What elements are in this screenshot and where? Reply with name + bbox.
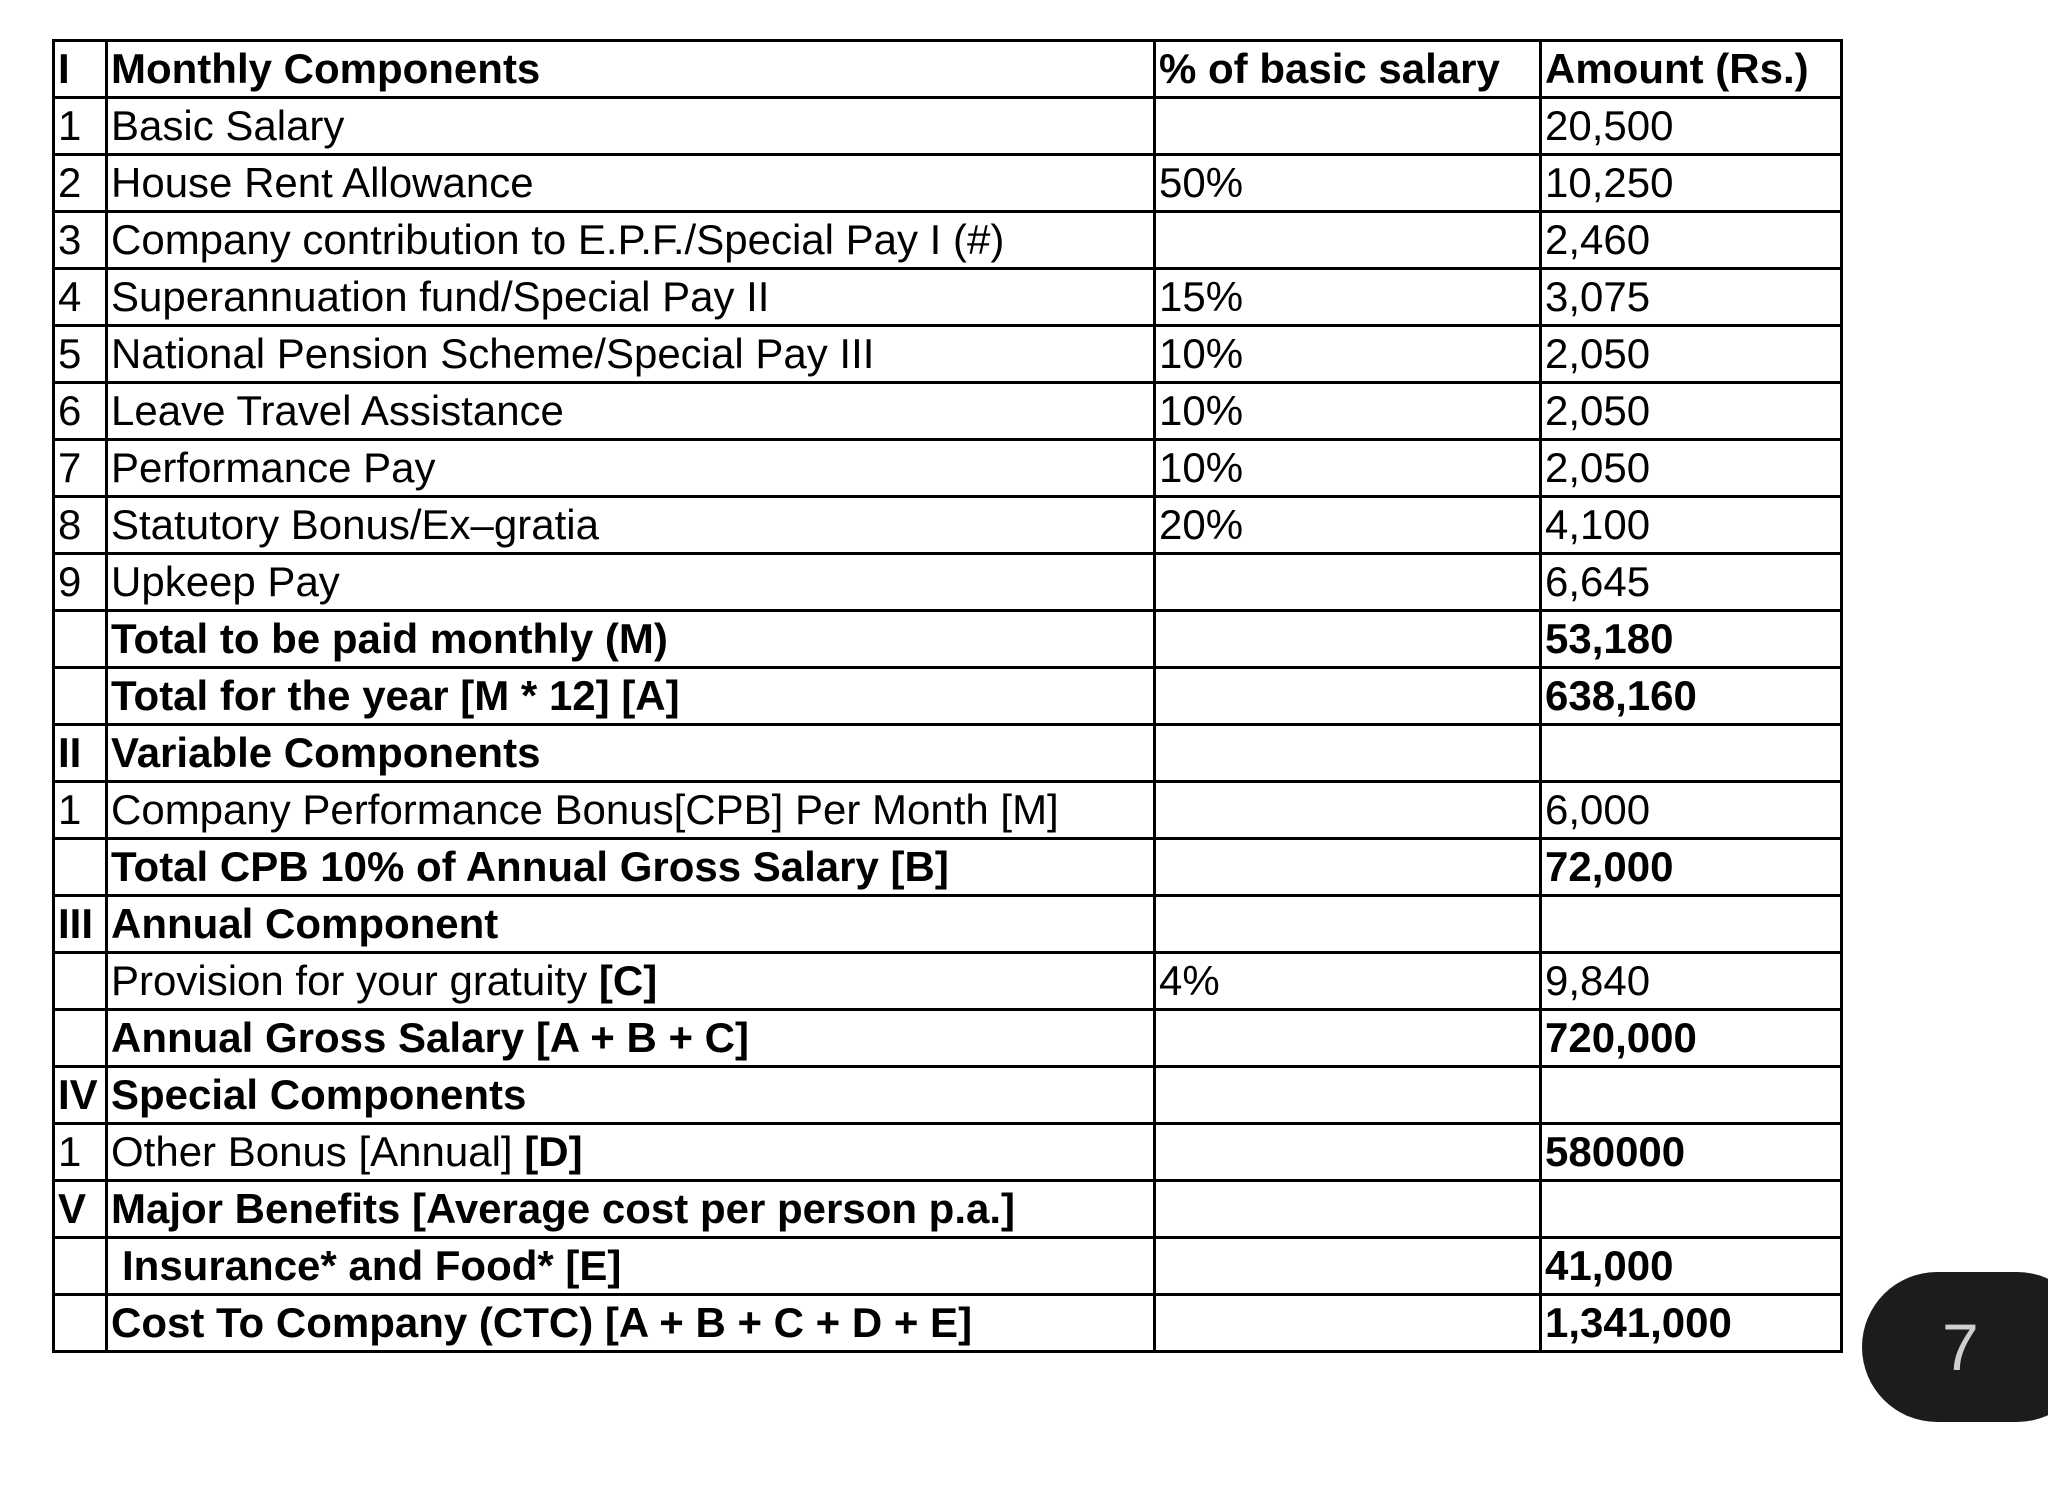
row-description-text: Other Bonus [Annual] (111, 1128, 525, 1175)
row-amount: 1,341,000 (1541, 1295, 1842, 1352)
row-amount: 580000 (1541, 1124, 1842, 1181)
row-number (54, 668, 107, 725)
row-number (54, 611, 107, 668)
row-description (107, 782, 1155, 839)
row-number (54, 953, 107, 1010)
row-number: 7 (54, 440, 107, 497)
row-percent (1155, 668, 1541, 725)
row-description (107, 1124, 1155, 1181)
row-number: 8 (54, 497, 107, 554)
row-percent (1155, 782, 1541, 839)
table-row (54, 668, 1842, 725)
table-row (54, 1067, 1842, 1124)
row-amount: 2,050 (1541, 440, 1842, 497)
row-amount: 53,180 (1541, 611, 1842, 668)
row-description-text: Major Benefits [Average cost per person p.a.] (111, 1185, 1016, 1232)
table-row (54, 725, 1842, 782)
row-description (107, 1238, 1155, 1295)
row-percent: 10% (1155, 383, 1541, 440)
row-description (107, 839, 1155, 896)
table-row (54, 896, 1842, 953)
row-amount: 9,840 (1541, 953, 1842, 1010)
header-amount: Amount (Rs.) (1541, 41, 1842, 98)
row-number: II (54, 725, 107, 782)
row-number: 5 (54, 326, 107, 383)
row-number: V (54, 1181, 107, 1238)
row-amount: 4,100 (1541, 497, 1842, 554)
row-description (107, 668, 1155, 725)
row-description-text: Annual Component (111, 900, 499, 947)
row-number: 3 (54, 212, 107, 269)
row-description-text: Statutory Bonus/Ex–gratia (111, 501, 599, 548)
row-number: 6 (54, 383, 107, 440)
row-description (107, 611, 1155, 668)
row-percent: 10% (1155, 440, 1541, 497)
table-row (54, 1181, 1842, 1238)
row-number: 4 (54, 269, 107, 326)
row-amount: 2,050 (1541, 383, 1842, 440)
row-description (107, 497, 1155, 554)
row-number (54, 1010, 107, 1067)
table-row (54, 269, 1842, 326)
row-amount (1541, 725, 1842, 782)
table-row (54, 155, 1842, 212)
table-row (54, 554, 1842, 611)
row-description (107, 269, 1155, 326)
row-number (54, 839, 107, 896)
row-amount: 72,000 (1541, 839, 1842, 896)
row-number: 1 (54, 1124, 107, 1181)
header-percent-of-basic: % of basic salary (1155, 41, 1541, 98)
row-percent: 10% (1155, 326, 1541, 383)
row-description-text: Variable Components (111, 729, 541, 776)
row-description-text: House Rent Allowance (111, 159, 534, 206)
row-description-text: National Pension Scheme/Special Pay III (111, 330, 875, 377)
table-row (54, 1124, 1842, 1181)
row-amount: 41,000 (1541, 1238, 1842, 1295)
row-description (107, 326, 1155, 383)
row-percent (1155, 725, 1541, 782)
table-header-row (54, 41, 1842, 98)
row-percent (1155, 896, 1541, 953)
row-number: IV (54, 1067, 107, 1124)
row-percent (1155, 611, 1541, 668)
row-description-text: Upkeep Pay (111, 558, 340, 605)
row-amount: 2,050 (1541, 326, 1842, 383)
row-description (107, 383, 1155, 440)
row-number: 2 (54, 155, 107, 212)
row-percent (1155, 1124, 1541, 1181)
row-amount: 20,500 (1541, 98, 1842, 155)
row-percent (1155, 1067, 1541, 1124)
row-description (107, 440, 1155, 497)
row-description-text: Superannuation fund/Special Pay II (111, 273, 770, 320)
row-number: III (54, 896, 107, 953)
table-row (54, 782, 1842, 839)
row-percent (1155, 212, 1541, 269)
row-amount: 3,075 (1541, 269, 1842, 326)
table-row (54, 98, 1842, 155)
header-components: Monthly Components (107, 41, 1155, 98)
row-amount (1541, 1067, 1842, 1124)
row-amount: 6,645 (1541, 554, 1842, 611)
row-description (107, 1067, 1155, 1124)
row-description (107, 98, 1155, 155)
row-description (107, 155, 1155, 212)
row-description (107, 1295, 1155, 1352)
table-row (54, 953, 1842, 1010)
row-percent (1155, 1181, 1541, 1238)
table-row (54, 497, 1842, 554)
row-description-text: Special Components (111, 1071, 527, 1118)
row-amount: 10,250 (1541, 155, 1842, 212)
row-description-text: Total CPB 10% of Annual Gross Salary [B] (111, 843, 949, 890)
row-percent: 20% (1155, 497, 1541, 554)
row-description (107, 896, 1155, 953)
row-percent (1155, 554, 1541, 611)
row-description-text: Total to be paid monthly (M) (111, 615, 668, 662)
table-row (54, 1010, 1842, 1067)
table-row (54, 611, 1842, 668)
table-row (54, 1295, 1842, 1352)
row-number (54, 1238, 107, 1295)
row-description-text: Insurance* and Food* [E] (122, 1242, 622, 1289)
page-number-badge: 7 (1862, 1272, 2048, 1422)
row-description (107, 1181, 1155, 1238)
row-description (107, 725, 1155, 782)
table-row (54, 326, 1842, 383)
table-row (54, 839, 1842, 896)
row-description-text: Provision for your gratuity (111, 957, 599, 1004)
row-percent: 4% (1155, 953, 1541, 1010)
row-number (54, 1295, 107, 1352)
row-percent: 15% (1155, 269, 1541, 326)
header-section-number: I (54, 41, 107, 98)
row-amount (1541, 1181, 1842, 1238)
table-row (54, 383, 1842, 440)
row-number: 1 (54, 782, 107, 839)
row-description-ref: [C] (598, 957, 658, 1004)
row-number: 1 (54, 98, 107, 155)
row-percent (1155, 1295, 1541, 1352)
row-description-text: Company contribution to E.P.F./Special Pay I (#) (111, 216, 1005, 263)
row-amount: 638,160 (1541, 668, 1842, 725)
row-description (107, 212, 1155, 269)
row-description-ref: [D] (524, 1128, 583, 1175)
row-description-text: Annual Gross Salary [A + B + C] (111, 1014, 749, 1061)
row-percent (1155, 839, 1541, 896)
row-percent (1155, 98, 1541, 155)
row-description (107, 953, 1155, 1010)
table-row (54, 440, 1842, 497)
row-description (107, 1010, 1155, 1067)
salary-breakup-table (52, 39, 1843, 1353)
row-description-text: Cost To Company (CTC) [A + B + C + D + E] (111, 1299, 973, 1346)
row-percent (1155, 1010, 1541, 1067)
row-amount (1541, 896, 1842, 953)
row-percent: 50% (1155, 155, 1541, 212)
row-percent (1155, 1238, 1541, 1295)
table-row (54, 212, 1842, 269)
row-description-text: Performance Pay (111, 444, 436, 491)
row-description-text: Total for the year [M * 12] [A] (111, 672, 680, 719)
row-number: 9 (54, 554, 107, 611)
row-description-text: Basic Salary (111, 102, 345, 149)
row-description (107, 554, 1155, 611)
row-amount: 2,460 (1541, 212, 1842, 269)
row-amount: 720,000 (1541, 1010, 1842, 1067)
table-row (54, 1238, 1842, 1295)
row-description-text: Leave Travel Assistance (111, 387, 564, 434)
row-description-text: Company Performance Bonus[CPB] Per Month [M] (111, 786, 1059, 833)
row-amount: 6,000 (1541, 782, 1842, 839)
